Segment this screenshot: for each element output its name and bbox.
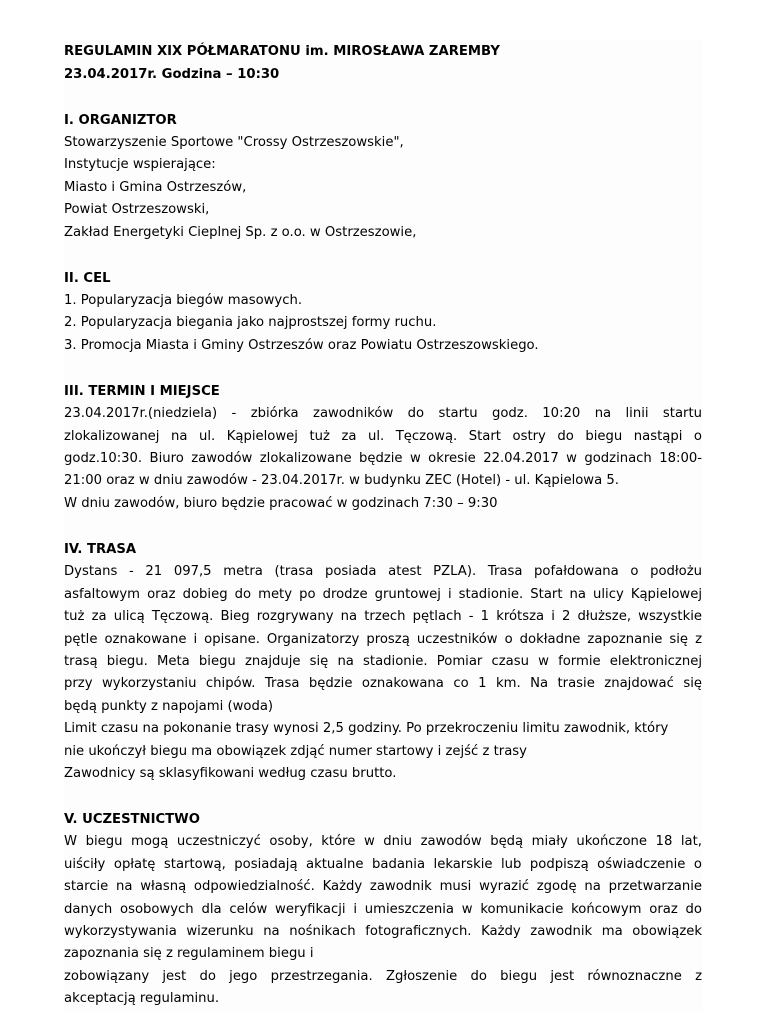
document-title: REGULAMIN XIX PÓŁMARATONU im. MIROSŁAWA ZAREMBY: [64, 44, 500, 59]
route-row: Dystans - 21 097,5 metra (trasa posiada atest PZLA). Trasa pofałdowana o podłożu: [64, 564, 702, 580]
section-organizer: [64, 110, 702, 244]
route-row: trasą biegu. Meta biegu znajduje się na stadionie. Pomiar czasu w formie elektronicznej: [64, 653, 702, 669]
goal-line: 1. Popularyzacja biegów masowych.: [64, 293, 303, 309]
participation-row: zobowiązany jest do jego przestrzegania. Zgłoszenie do biegu jest równoznaczne z: [64, 968, 702, 984]
route-row: będą punkty z napojami (woda): [64, 698, 274, 714]
participation-row: zapoznania się z regulaminem biegu i: [64, 946, 314, 962]
route-row: asfaltowym oraz dobieg do mety po drodze gruntowej i stadionie. Start na ulicy Kąpielowej: [64, 586, 702, 602]
document-content: [64, 40, 702, 1011]
goal-line: 2. Popularyzacja biegania jako najprostszej formy ruchu.: [64, 315, 437, 331]
section-heading: III. TERMIN I MIEJSCE: [64, 384, 220, 400]
participation-row: uiściły opłatę startową, posiadają aktualne badania lekarskie lub podpiszą oświadczenie o: [64, 856, 702, 872]
route-row: przy wykorzystaniu chipów. Trasa będzie oznakowana co 1 km. Na trasie znajdować się: [64, 676, 702, 692]
goal-line: 3. Promocja Miasta i Gminy Ostrzeszów oraz Powiatu Ostrzeszowskiego.: [64, 337, 539, 353]
section-heading: I. ORGANIZTOR: [64, 113, 177, 128]
participation-row: starcie na własną odpowiedzialność. Każdy zawodnik musi wyrazić zgodę na przetwarzanie: [64, 879, 702, 895]
date-place-row: godz.10:30. Biuro zawodów zlokalizowane będzie w okresie 22.04.2017 w godzinach 18:00-: [64, 451, 702, 467]
section-heading: V. UCZESTNICTWO: [64, 812, 200, 828]
participation-row: akceptacją regulaminu.: [64, 991, 220, 1007]
organizer-line: Miasto i Gmina Ostrzeszów,: [64, 179, 247, 195]
route-row: nie ukończył biegu ma obowiązek zdjąć numer startowy i zejść z trasy: [64, 743, 527, 759]
section-heading: II. CEL: [64, 271, 111, 287]
organizer-line: Powiat Ostrzeszowski,: [64, 202, 210, 218]
organizer-line: Zakład Energetyki Cieplnej Sp. z o.o. w Ostrzeszowie,: [64, 224, 417, 240]
participation-row: wykorzystywania wizerunku na nośnikach fotograficznych. Każdy zawodnik ma obowiązek: [64, 923, 702, 939]
date-place-row: zlokalizowanej na ul. Kąpielowej tuż za ul. Tęczową. Start ostry do biegu nastąpi o: [64, 428, 702, 444]
date-place-row: 23.04.2017r.(niedziela) - zbiórka zawodników do startu godz. 10:20 na linii startu: [64, 406, 702, 422]
section-participation: [64, 809, 702, 1010]
route-row: pętle oznakowane i opisane. Organizatorzy proszą uczestników o dokładne zapoznanie się z: [64, 631, 702, 647]
participation-row: W biegu mogą uczestniczyć osoby, które w dniu zawodów będą miały ukończone 18 lat,: [64, 834, 702, 850]
organizer-line: Instytucje wspierające:: [64, 157, 216, 173]
organizer-line: Stowarzyszenie Sportowe "Crossy Ostrzeszowskie",: [64, 135, 404, 150]
route-row: tuż za ulicą Tęczową. Bieg rozgrywany na trzech pętlach - 1 krótsza i 2 dłuższe, wszystkie: [64, 609, 702, 625]
section-route: [64, 539, 702, 785]
participation-row: danych osobowych dla celów weryfikacji i umieszczenia w komunikacie końcowym oraz do: [64, 901, 702, 917]
date-place-row: W dniu zawodów, biuro będzie pracować w godzinach 7:30 – 9:30: [64, 495, 498, 511]
route-row: Limit czasu na pokonanie trasy wynosi 2,5 godziny. Po przekroczeniu limitu zawodnik, który: [64, 721, 669, 737]
route-row: Zawodnicy są sklasyfikowani według czasu brutto.: [64, 765, 397, 781]
date-place-row: 21:00 oraz w dniu zawodów - 23.04.2017r. w budynku ZEC (Hotel) - ul. Kąpielowa 5.: [64, 473, 619, 489]
document-date-time: 23.04.2017r. Godzina – 10:30: [64, 67, 280, 82]
section-heading: IV. TRASA: [64, 542, 137, 558]
section-date-place: [64, 381, 702, 515]
section-goal: [64, 268, 702, 357]
